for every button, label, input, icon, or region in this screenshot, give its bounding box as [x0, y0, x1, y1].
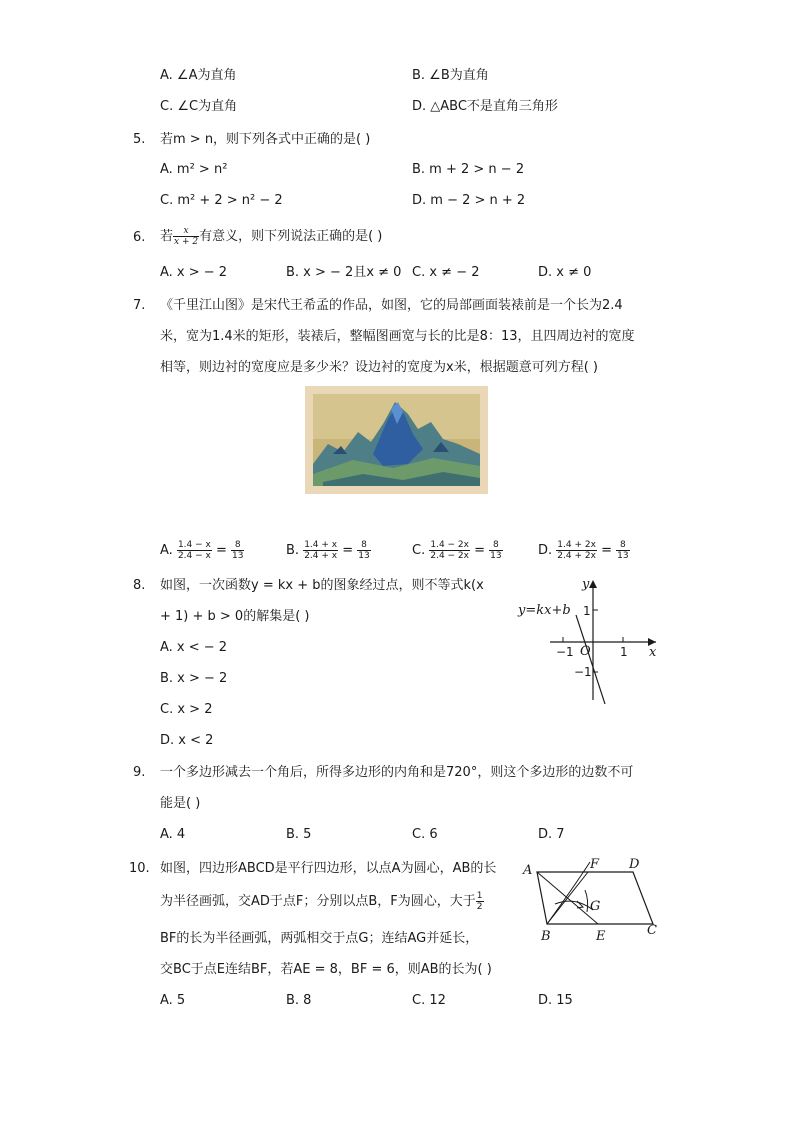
q6-option-d: D. x ≠ 0	[538, 265, 592, 280]
q9-option-a: A. 4	[160, 827, 186, 842]
q6-option-a: A. x > − 2	[160, 265, 228, 280]
y-tick-label-neg1: −1	[574, 665, 592, 679]
x-tick-label-neg1: −1	[556, 645, 574, 659]
q5-option-a: A. m² > n²	[160, 162, 228, 177]
q5-option-b: B. m + 2 > n − 2	[412, 162, 525, 177]
point-e-label: E	[596, 929, 606, 944]
q10-line-3: BF的长为半径画弧，两弧相交于点G；连结AG并延长，	[160, 931, 479, 946]
point-f-label: F	[590, 857, 600, 872]
q7-option-lhs-denominator: 2.4 − x	[177, 551, 211, 561]
vertex-c-label: C	[647, 923, 657, 938]
q7-option-b: B. $\frac{1.4 + x}{2.4 + x}$ = $\frac{8}{13}$	[286, 540, 370, 561]
q6-fraction-numerator: x	[173, 226, 199, 237]
q5-option-c: C. m² + 2 > n² − 2	[160, 193, 283, 208]
q7-option-lhs-fraction	[303, 540, 338, 561]
q7-option-rhs-denominator: 13	[490, 551, 502, 561]
q10-line-1: 如图，四边形ABCD是平行四边形，以点A为圆心，AB的长	[160, 861, 497, 876]
q7-option-label: A.	[160, 543, 173, 558]
q7-option-rhs-denominator: 13	[358, 551, 370, 561]
q10-option-d: D. 15	[538, 993, 573, 1008]
q10-half-denominator: 2	[476, 902, 483, 912]
q7-option-rhs-fraction	[357, 540, 370, 561]
vertex-a-label: A	[523, 863, 533, 878]
q7-line-1: 《千里江山图》是宋代王希孟的作品，如图，它的局部画面装裱前是一个长为2.4	[160, 298, 623, 313]
vertex-d-label: D	[629, 857, 640, 872]
q8-option-c: C. x > 2	[160, 702, 213, 717]
origin-label: O	[580, 644, 591, 659]
q10-line-2-text: 为半径画弧，交AD于点F；分别以点B，F为圆心，大于	[160, 894, 476, 909]
q8-option-a: A. x < − 2	[160, 640, 228, 655]
q9-option-d: D. 7	[538, 827, 565, 842]
q7-option-rhs-numerator: 8	[616, 540, 629, 551]
q6-fraction-denominator: x + 2	[174, 237, 199, 247]
q10-line-4: 交BC于点E连结BF，若AE = 8，BF = 6，则AB的长为( )	[160, 962, 492, 977]
arc-from-f	[585, 890, 588, 912]
q7-option-c: C. $\frac{1.4 - 2x}{2.4 - 2x}$ = $\frac{8}{13}$	[412, 540, 502, 561]
q7-option-rhs-fraction	[231, 540, 244, 561]
q6-fraction	[173, 226, 199, 247]
q4-option-a: A. ∠A为直角	[160, 68, 237, 83]
function-line	[576, 615, 605, 704]
landscape-painting-image	[305, 386, 488, 494]
q7-option-rhs-numerator: 8	[357, 540, 370, 551]
q7-option-lhs-fraction	[177, 540, 212, 561]
q7-option-lhs-fraction	[429, 540, 470, 561]
q7-option-lhs-numerator: 1.4 − 2x	[430, 540, 469, 550]
point-g-label: G	[590, 899, 601, 914]
function-label: y=kx+b	[518, 603, 571, 618]
q10-half-numerator: 1	[476, 891, 483, 901]
q10-parallelogram-figure	[515, 852, 665, 944]
q7-line-3: 相等，则边衬的宽度应是多少米？设边衬的宽度为x米，根据题意可列方程( )	[160, 360, 598, 375]
q10-option-b: B. 8	[286, 993, 312, 1008]
q6-stem	[160, 223, 382, 251]
q7-option-rhs-numerator: 8	[231, 540, 244, 551]
y-tick-label-1: 1	[583, 604, 591, 618]
q6-stem-pre: 若	[160, 229, 174, 244]
q7-option-label: D.	[538, 543, 553, 558]
q7-option-a: A. $\frac{1.4 - x}{2.4 - x}$ = $\frac{8}{13}$	[160, 540, 244, 561]
q9-number: 9.	[133, 765, 146, 780]
q7-option-label: B.	[286, 543, 300, 558]
x-axis-label: x	[649, 645, 657, 660]
q6-number: 6.	[133, 230, 146, 245]
q4-option-c: C. ∠C为直角	[160, 99, 238, 114]
arc-from-a	[547, 862, 590, 924]
q7-option-lhs-denominator: 2.4 − 2x	[430, 551, 469, 561]
q8-function-graph	[510, 570, 670, 710]
y-axis-label: y	[582, 577, 590, 592]
q7-option-lhs-denominator: 2.4 + 2x	[557, 551, 596, 561]
q7-option-label: C.	[412, 543, 426, 558]
q6-stem-post: 有意义，则下列说法正确的是( )	[199, 229, 383, 244]
q9-line-2: 能是( )	[160, 796, 201, 811]
q9-option-c: C. 6	[412, 827, 438, 842]
q5-stem: 若m > n，则下列各式中正确的是( )	[160, 132, 371, 147]
q7-option-lhs-denominator: 2.4 + x	[304, 551, 338, 561]
q7-option-rhs-fraction	[616, 540, 629, 561]
q6-option-b: B. x > − 2且x ≠ 0	[286, 265, 402, 280]
q7-option-d: D. $\frac{1.4 + 2x}{2.4 + 2x}$ = $\frac{8}{13}$	[538, 540, 629, 561]
q10-option-a: A. 5	[160, 993, 186, 1008]
q7-option-lhs-numerator: 1.4 − x	[177, 540, 211, 550]
q10-number: 10.	[129, 861, 150, 876]
q6-option-c: C. x ≠ − 2	[412, 265, 480, 280]
x-tick-label-1: 1	[620, 645, 628, 659]
q7-option-rhs-fraction	[489, 540, 502, 561]
q7-option-lhs-fraction	[556, 540, 597, 561]
landscape-painting-artwork	[313, 394, 480, 486]
q4-option-b: B. ∠B为直角	[412, 68, 489, 83]
q7-line-2: 米，宽为1.4米的矩形，装裱后，整幅图画宽与长的比是8：13，且四周边衬的宽度	[160, 329, 635, 344]
q7-option-rhs-denominator: 13	[232, 551, 244, 561]
q9-line-1: 一个多边形减去一个角后，所得多边形的内角和是720°，则这个多边形的边数不可	[160, 765, 634, 780]
q10-line-2	[160, 889, 484, 915]
q8-option-b: B. x > − 2	[160, 671, 228, 686]
q9-option-b: B. 5	[286, 827, 312, 842]
q4-option-d: D. △ABC不是直角三角形	[412, 99, 558, 114]
q7-option-lhs-numerator: 1.4 + 2x	[557, 540, 596, 550]
parallelogram-abcd	[537, 872, 653, 924]
q8-option-d: D. x < 2	[160, 733, 214, 748]
q8-line-1: 如图，一次函数y = kx + b的图象经过点，则不等式k(x	[160, 578, 484, 593]
q8-number: 8.	[133, 578, 146, 593]
q7-option-lhs-numerator: 1.4 + x	[304, 540, 338, 550]
q7-number: 7.	[133, 298, 146, 313]
y-axis-arrow-icon	[589, 580, 597, 588]
q5-option-d: D. m − 2 > n + 2	[412, 193, 526, 208]
q10-half-fraction	[476, 891, 484, 912]
q7-option-rhs-denominator: 13	[617, 551, 629, 561]
vertex-b-label: B	[541, 929, 551, 944]
q8-line-2: + 1) + b > 0的解集是( )	[160, 609, 310, 624]
q10-option-c: C. 12	[412, 993, 446, 1008]
q7-option-rhs-numerator: 8	[489, 540, 502, 551]
q5-number: 5.	[133, 132, 146, 147]
